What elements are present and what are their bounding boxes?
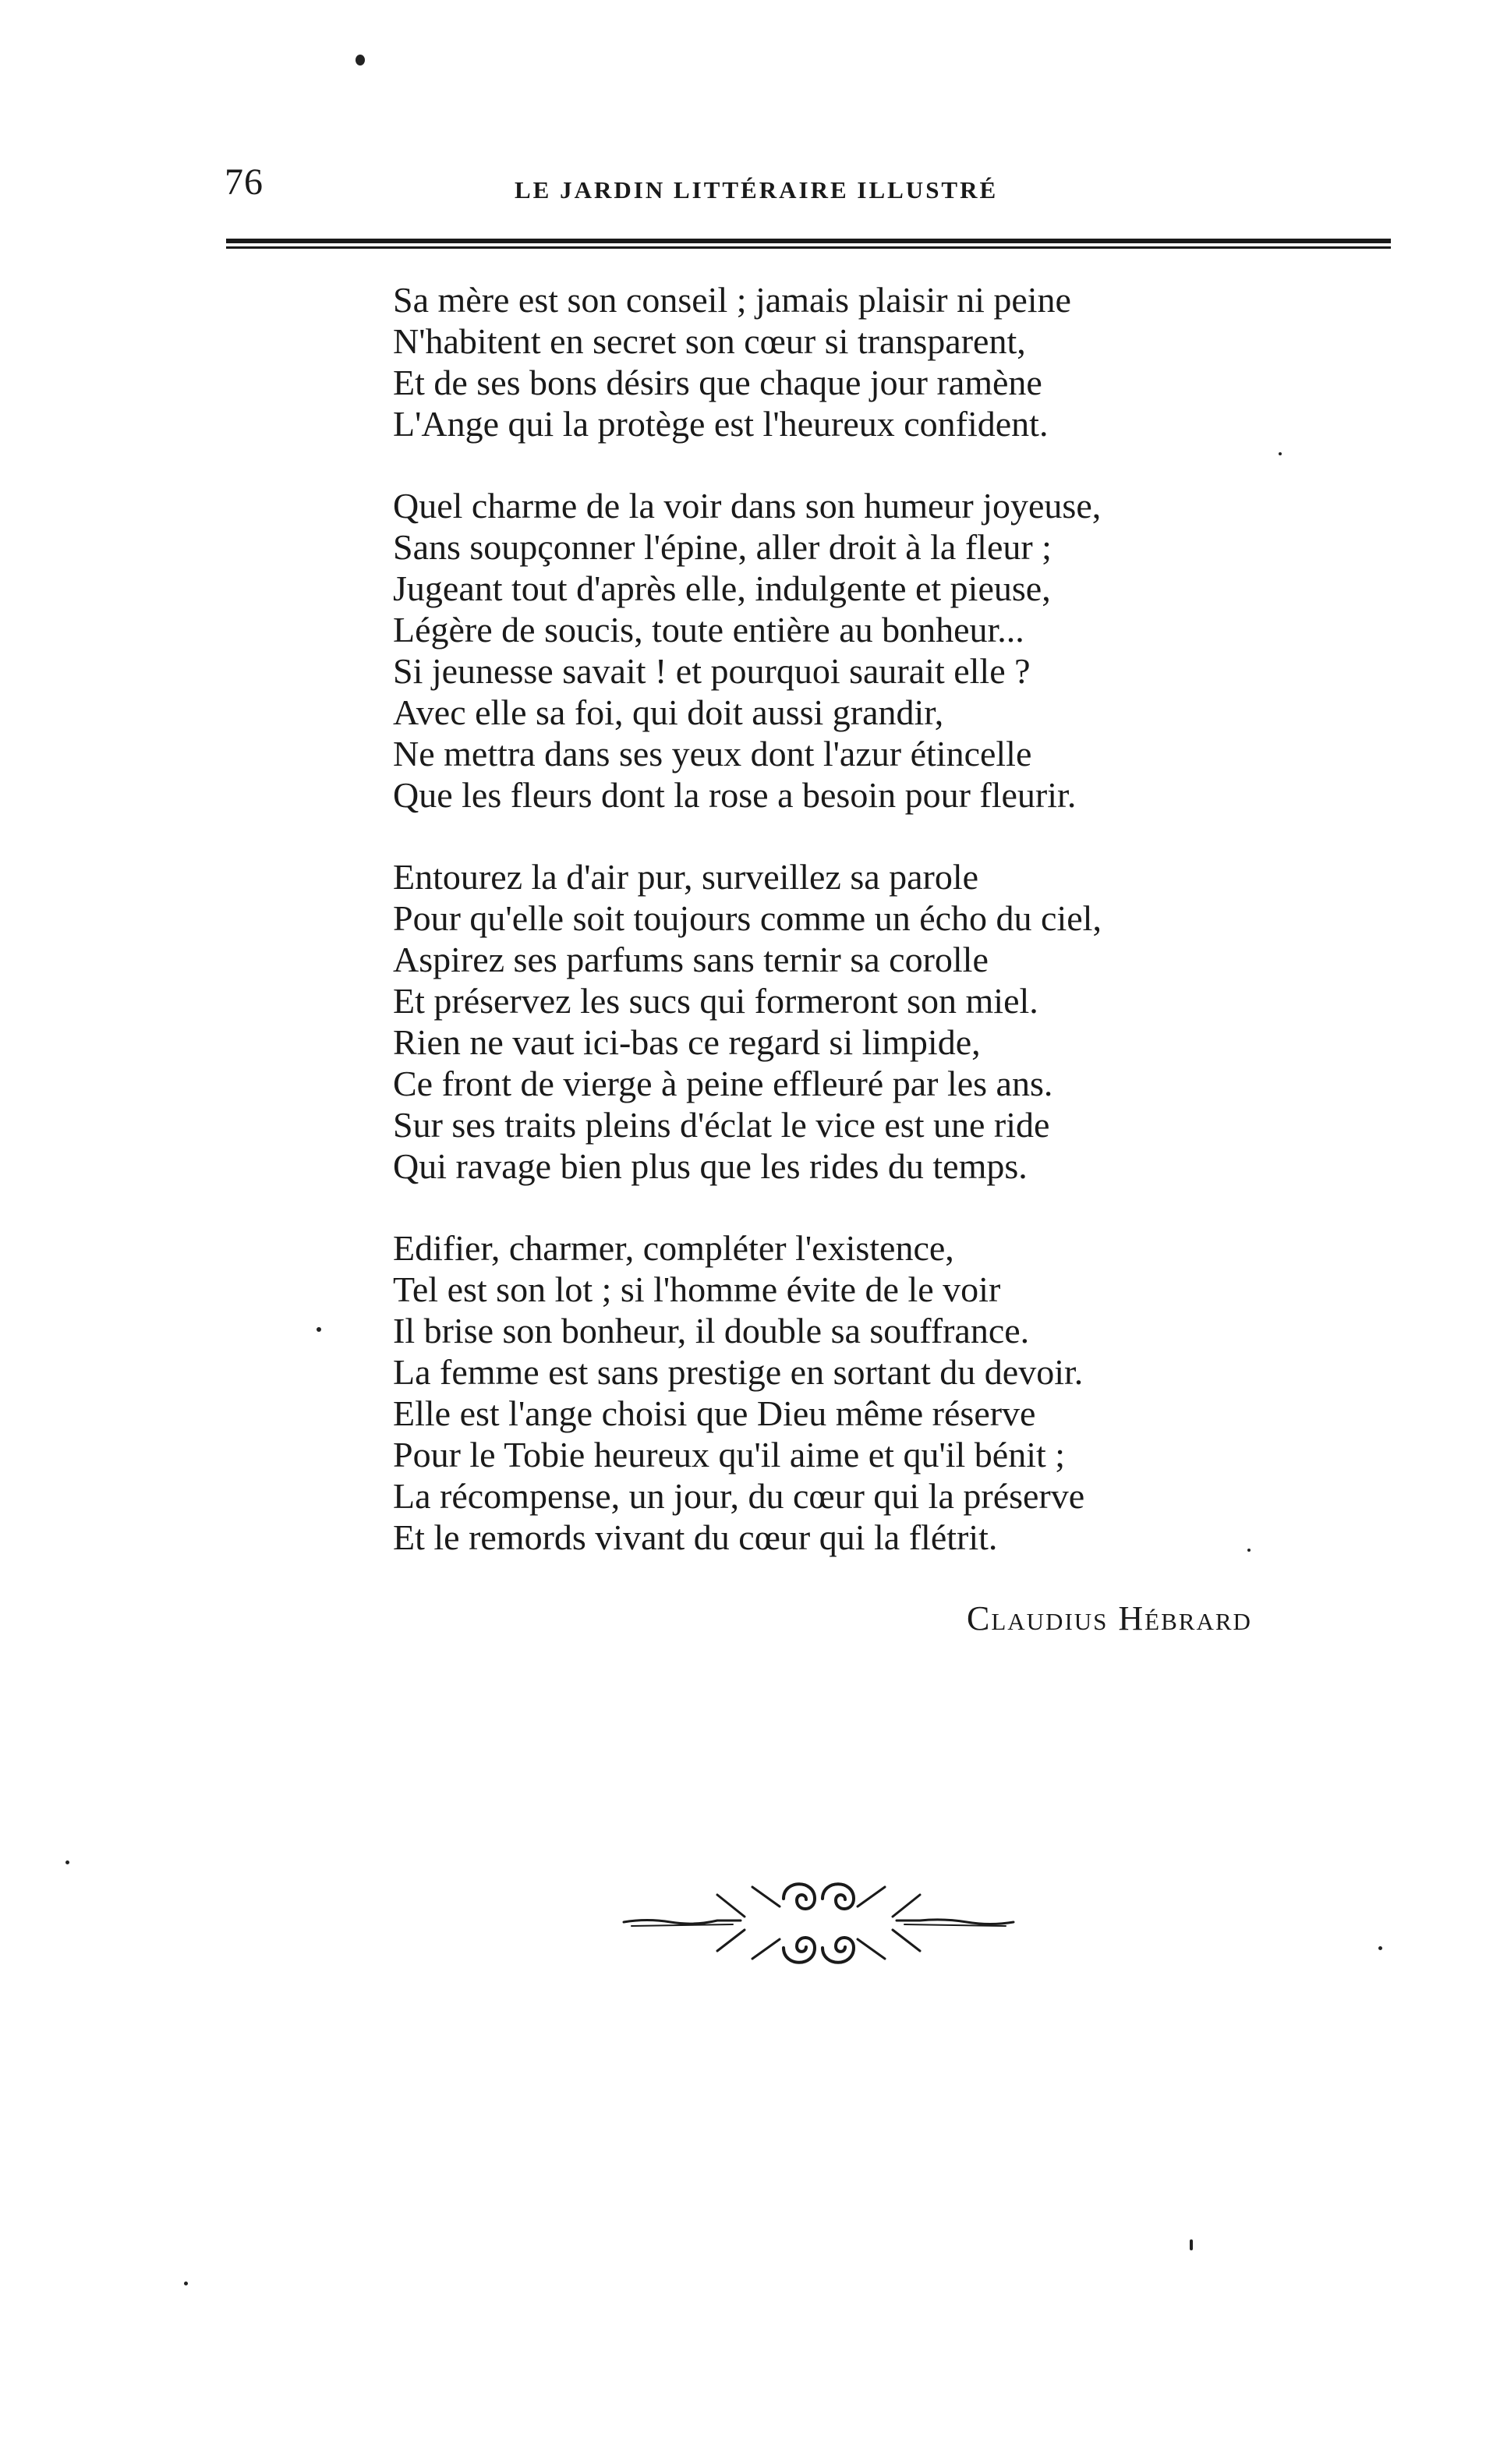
verse: Il brise son bonheur, il double sa souffrance. (393, 1311, 1030, 1351)
scan-speck (356, 55, 365, 65)
running-title: LE JARDIN LITTÉRAIRE ILLUSTRÉ (515, 176, 999, 204)
verse: Et de ses bons désirs que chaque jour ramène (393, 363, 1042, 402)
stanza-4 (393, 1227, 1313, 1558)
verse: Si jeunesse savait ! et pourquoi saurait elle ? (393, 651, 1031, 691)
verse: Avec elle sa foi, qui doit aussi grandir, (393, 692, 944, 732)
verse: Jugeant tout d'après elle, indulgente et pieuse, (393, 568, 1051, 608)
scan-speck (317, 1327, 321, 1332)
verse: Elle est l'ange choisi que Dieu même réserve (393, 1393, 1036, 1433)
verse: Quel charme de la voir dans son humeur joyeuse, (393, 486, 1102, 526)
stanza-3 (393, 856, 1313, 1187)
verse: Pour le Tobie heureux qu'il aime et qu'il bénit ; (393, 1435, 1066, 1475)
scan-speck (1279, 452, 1282, 455)
scan-speck (65, 1860, 69, 1864)
header-rule-thick (226, 239, 1391, 243)
scan-speck (1378, 1946, 1382, 1950)
scroll-flourish-icon (616, 1864, 1021, 1981)
scan-speck (1190, 2239, 1193, 2250)
page-number: 76 (225, 161, 264, 203)
verse: Ce front de vierge à peine effleuré par les ans. (393, 1064, 1053, 1103)
scan-speck (1247, 1549, 1251, 1552)
verse: Aspirez ses parfums sans ternir sa corolle (393, 940, 989, 979)
scan-speck (184, 2282, 188, 2285)
verse: L'Ange qui la protège est l'heureux confident. (393, 404, 1049, 444)
verse: La femme est sans prestige en sortant du devoir. (393, 1352, 1084, 1392)
header-rule-thin (226, 246, 1391, 249)
verse: Sur ses traits pleins d'éclat le vice est une ride (393, 1105, 1050, 1145)
verse: Pour qu'elle soit toujours comme un écho du ciel, (393, 898, 1102, 938)
verse: Et le remords vivant du cœur qui la flétrit. (393, 1517, 998, 1557)
author-signature: Claudius Hébrard (967, 1599, 1252, 1637)
verse: N'habitent en secret son cœur si transparent, (393, 321, 1026, 361)
verse: La récompense, un jour, du cœur qui la préserve (393, 1476, 1085, 1516)
verse: Sa mère est son conseil ; jamais plaisir ni peine (393, 280, 1071, 320)
verse: Rien ne vaut ici-bas ce regard si limpide, (393, 1022, 981, 1062)
verse: Que les fleurs dont la rose a besoin pour fleurir. (393, 775, 1077, 815)
verse: Et préservez les sucs qui formeront son miel. (393, 981, 1038, 1021)
verse: Tel est son lot ; si l'homme évite de le voir (393, 1269, 1001, 1309)
verse: Edifier, charmer, compléter l'existence, (393, 1228, 954, 1268)
poem (393, 279, 1313, 1598)
verse: Sans soupçonner l'épine, aller droit à la fleur ; (393, 527, 1052, 567)
header-double-rule (226, 239, 1391, 250)
verse: Entourez la d'air pur, surveillez sa parole (393, 857, 979, 897)
stanza-2 (393, 485, 1313, 816)
verse: Ne mettra dans ses yeux dont l'azur étincelle (393, 734, 1032, 774)
verse: Légère de soucis, toute entière au bonheur... (393, 610, 1024, 650)
stanza-1 (393, 279, 1313, 444)
verse: Qui ravage bien plus que les rides du temps. (393, 1146, 1028, 1186)
